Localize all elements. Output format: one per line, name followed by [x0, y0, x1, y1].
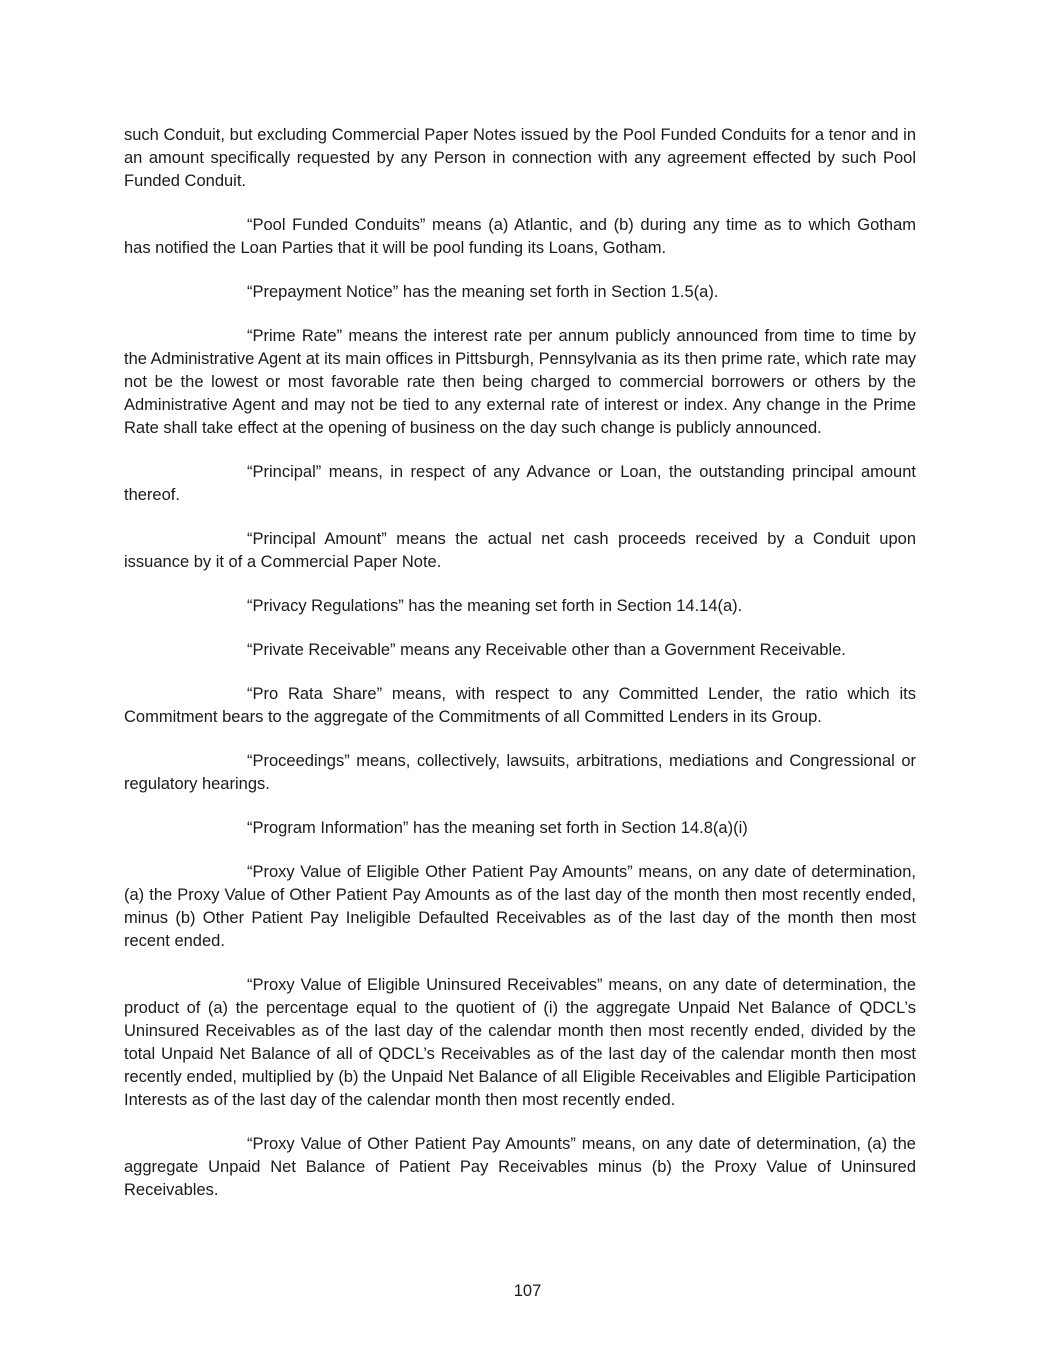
page-number: 107: [513, 1282, 542, 1300]
definition-program-information: “Program Information” has the meaning set forth in Section 14.8(a)(i): [247, 819, 748, 837]
definition-proxy-value-eligible-other-patient-pay: “Proxy Value of Eligible Other Patient Pay Amounts” means, on any date of determination, (a) the Proxy Value of Other Patient Pay Amounts as of the last day of the month then most recently ended, minus (b) Other Patient Pay Ineligible Defaulted Receivables as of the last day of the month then most recent ended.: [124, 863, 916, 950]
definition-principal: “Principal” means, in respect of any Advance or Loan, the outstanding principal amount thereof.: [124, 463, 916, 504]
definition-principal-amount: “Principal Amount” means the actual net cash proceeds received by a Conduit upon issuance by it of a Commercial Paper Note.: [124, 530, 916, 571]
definition-private-receivable: “Private Receivable” means any Receivable other than a Government Receivable.: [247, 641, 846, 659]
definition-privacy-regulations: “Privacy Regulations” has the meaning set forth in Section 14.14(a).: [247, 597, 743, 615]
definition-prime-rate: “Prime Rate” means the interest rate per annum publicly announced from time to time by the Administrative Agent at its main offices in Pittsburgh, Pennsylvania as its then prime rate, which rate may not be the lowest or most favorable rate then being charged to commercial borrowers or others by the Administrative Agent and may not be tied to any external rate of interest or index. Any change in the Prime Rate shall take effect at the opening of business on the day such change is publicly announced.: [124, 327, 916, 437]
definition-proxy-value-other-patient-pay: “Proxy Value of Other Patient Pay Amounts” means, on any date of determination, (a) the aggregate Unpaid Net Balance of Patient Pay Receivables minus (b) the Proxy Value of Uninsured Receivables.: [124, 1135, 916, 1199]
definition-pool-funded-conduits: “Pool Funded Conduits” means (a) Atlantic, and (b) during any time as to which Gotham has notified the Loan Parties that it will be pool funding its Loans, Gotham.: [124, 216, 916, 257]
definition-proceedings: “Proceedings” means, collectively, lawsuits, arbitrations, mediations and Congressional or regulatory hearings.: [124, 752, 916, 793]
definition-proxy-value-eligible-uninsured: “Proxy Value of Eligible Uninsured Receivables” means, on any date of determination, the product of (a) the percentage equal to the quotient of (i) the aggregate Unpaid Net Balance of QDCL’s Uninsured Receivables as of the last day of the calendar month then most recently ended, divided by the total Unpaid Net Balance of all of QDCL’s Receivables as of the last day of the calendar month then most recently ended, multiplied by (b) the Unpaid Net Balance of all Eligible Receivables and Eligible Participation Interests as of the last day of the calendar month then most recently ended.: [124, 976, 916, 1109]
document-body: [124, 124, 916, 1223]
definition-pro-rata-share: “Pro Rata Share” means, with respect to any Committed Lender, the ratio which its Commitment bears to the aggregate of the Commitments of all Committed Lenders in its Group.: [124, 685, 916, 726]
paragraph-continuation: such Conduit, but excluding Commercial Paper Notes issued by the Pool Funded Conduits for a tenor and in an amount specifically requested by any Person in connection with any agreement effected by such Pool Funded Conduit.: [124, 126, 916, 190]
definition-prepayment-notice: “Prepayment Notice” has the meaning set forth in Section 1.5(a).: [247, 283, 719, 301]
